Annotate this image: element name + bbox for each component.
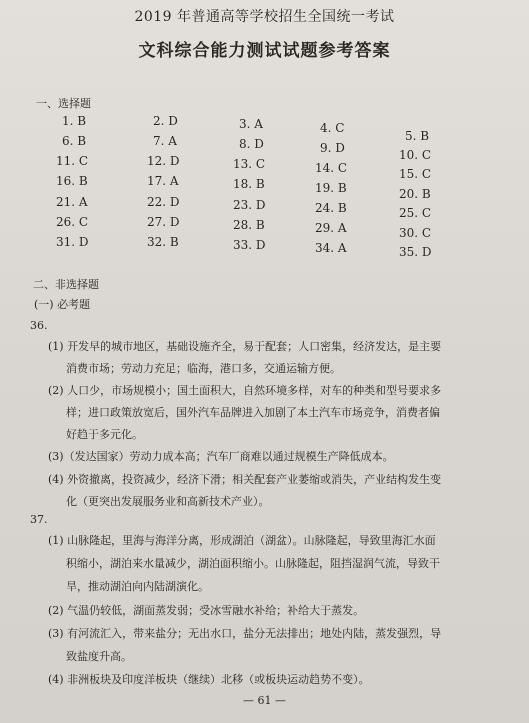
answer-item: 30. C [399, 226, 432, 240]
answer-line: (2) 人口少，市场规模小；国土面积大，自然环境多样，对车的种类和型号要求多 [48, 384, 442, 397]
answer-item: 16. B [56, 174, 88, 188]
answer-item: 33. D [233, 238, 266, 252]
answer-line: 旱，推动湖泊向内陆湖演化。 [66, 580, 209, 593]
answer-item: 29. A [315, 221, 347, 235]
answer-item: 11. C [56, 154, 89, 168]
answer-item: 3. A [239, 117, 263, 131]
required-questions-heading: (一) 必考题 [34, 298, 91, 311]
section-nonchoice-heading: 二、非选择题 [33, 278, 99, 291]
answer-item: 21. A [56, 195, 88, 209]
section-choice-heading: 一、选择题 [36, 97, 91, 110]
answer-line: 好趋于多元化。 [66, 428, 143, 441]
answer-item: 28. B [233, 218, 265, 232]
answer-item: 1. B [62, 114, 87, 128]
answer-item: 17. A [147, 174, 179, 188]
answer-item: 10. C [399, 148, 432, 162]
answer-line: 致盐度升高。 [66, 650, 132, 663]
question-number: 36. [30, 319, 48, 332]
answer-item: 31. D [56, 235, 89, 249]
answer-line: (1) 山脉隆起，里海与海洋分离，形成湖泊（湖盆）。山脉隆起，导致里海汇水面 [48, 534, 436, 547]
answer-item: 15. C [399, 167, 432, 181]
question-number: 37. [30, 513, 48, 526]
answer-item: 24. B [315, 201, 347, 215]
answer-line: 化（更突出发展服务业和高新技术产业）。 [66, 495, 270, 508]
answer-item: 7. A [153, 134, 177, 148]
answer-item: 26. C [56, 215, 89, 229]
answer-item: 13. C [233, 157, 266, 171]
answer-item: 19. B [315, 181, 347, 195]
exam-title: 2019 年普通高等学校招生全国统一考试 [134, 9, 395, 25]
answer-item: 12. D [147, 154, 180, 168]
answer-item: 27. D [147, 215, 180, 229]
answer-line: 消费市场；劳动力充足；临海，港口多，交通运输方便。 [66, 362, 341, 375]
answer-item: 5. B [405, 129, 430, 143]
answer-item: 25. C [399, 206, 432, 220]
answer-line: (3)（发达国家）劳动力成本高；汽车厂商难以通过规模生产降低成本。 [48, 450, 394, 463]
answer-key-title: 文科综合能力测试试题参考答案 [138, 41, 391, 61]
answer-item: 22. D [147, 195, 180, 209]
page-number: — 61 — [243, 694, 286, 707]
answer-line: 样；进口政策放宽后，国外汽车品牌进入加剧了本土汽车市场竞争，消费者偏 [66, 406, 440, 419]
answer-item: 14. C [315, 161, 348, 175]
answer-item: 2. D [153, 114, 178, 128]
answer-item: 8. D [239, 137, 264, 151]
answer-item: 32. B [147, 235, 179, 249]
answer-item: 18. B [233, 177, 265, 191]
answer-line: (4) 非洲板块及印度洋板块（继续）北移（或板块运动趋势不变）。 [48, 673, 370, 686]
answer-line: (2) 气温仍较低，湖面蒸发弱；受冰雪融水补给；补给大于蒸发。 [48, 604, 365, 617]
answer-item: 35. D [399, 245, 432, 259]
answer-item: 23. D [233, 198, 266, 212]
answer-item: 34. A [315, 241, 347, 255]
answer-item: 4. C [320, 121, 345, 135]
answer-line: (3) 有河流汇入，带来盐分；无出水口，盐分无法排出；地处内陆，蒸发强烈，导 [48, 627, 442, 640]
answer-item: 6. B [62, 134, 87, 148]
answer-line: (4) 外资撤离，投资减少，经济下滑；相关配套产业萎缩或消失，产业结构发生变 [48, 473, 442, 486]
answer-line: (1) 开发早的城市地区，基础设施齐全，易于配套；人口密集，经济发达，是主要 [48, 340, 442, 353]
answer-line: 积缩小，湖泊来水量减少，湖泊面积缩小。山脉隆起，阻挡湿润气流，导致干 [66, 557, 440, 570]
answer-item: 20. B [399, 187, 431, 201]
answer-item: 9. D [320, 141, 345, 155]
